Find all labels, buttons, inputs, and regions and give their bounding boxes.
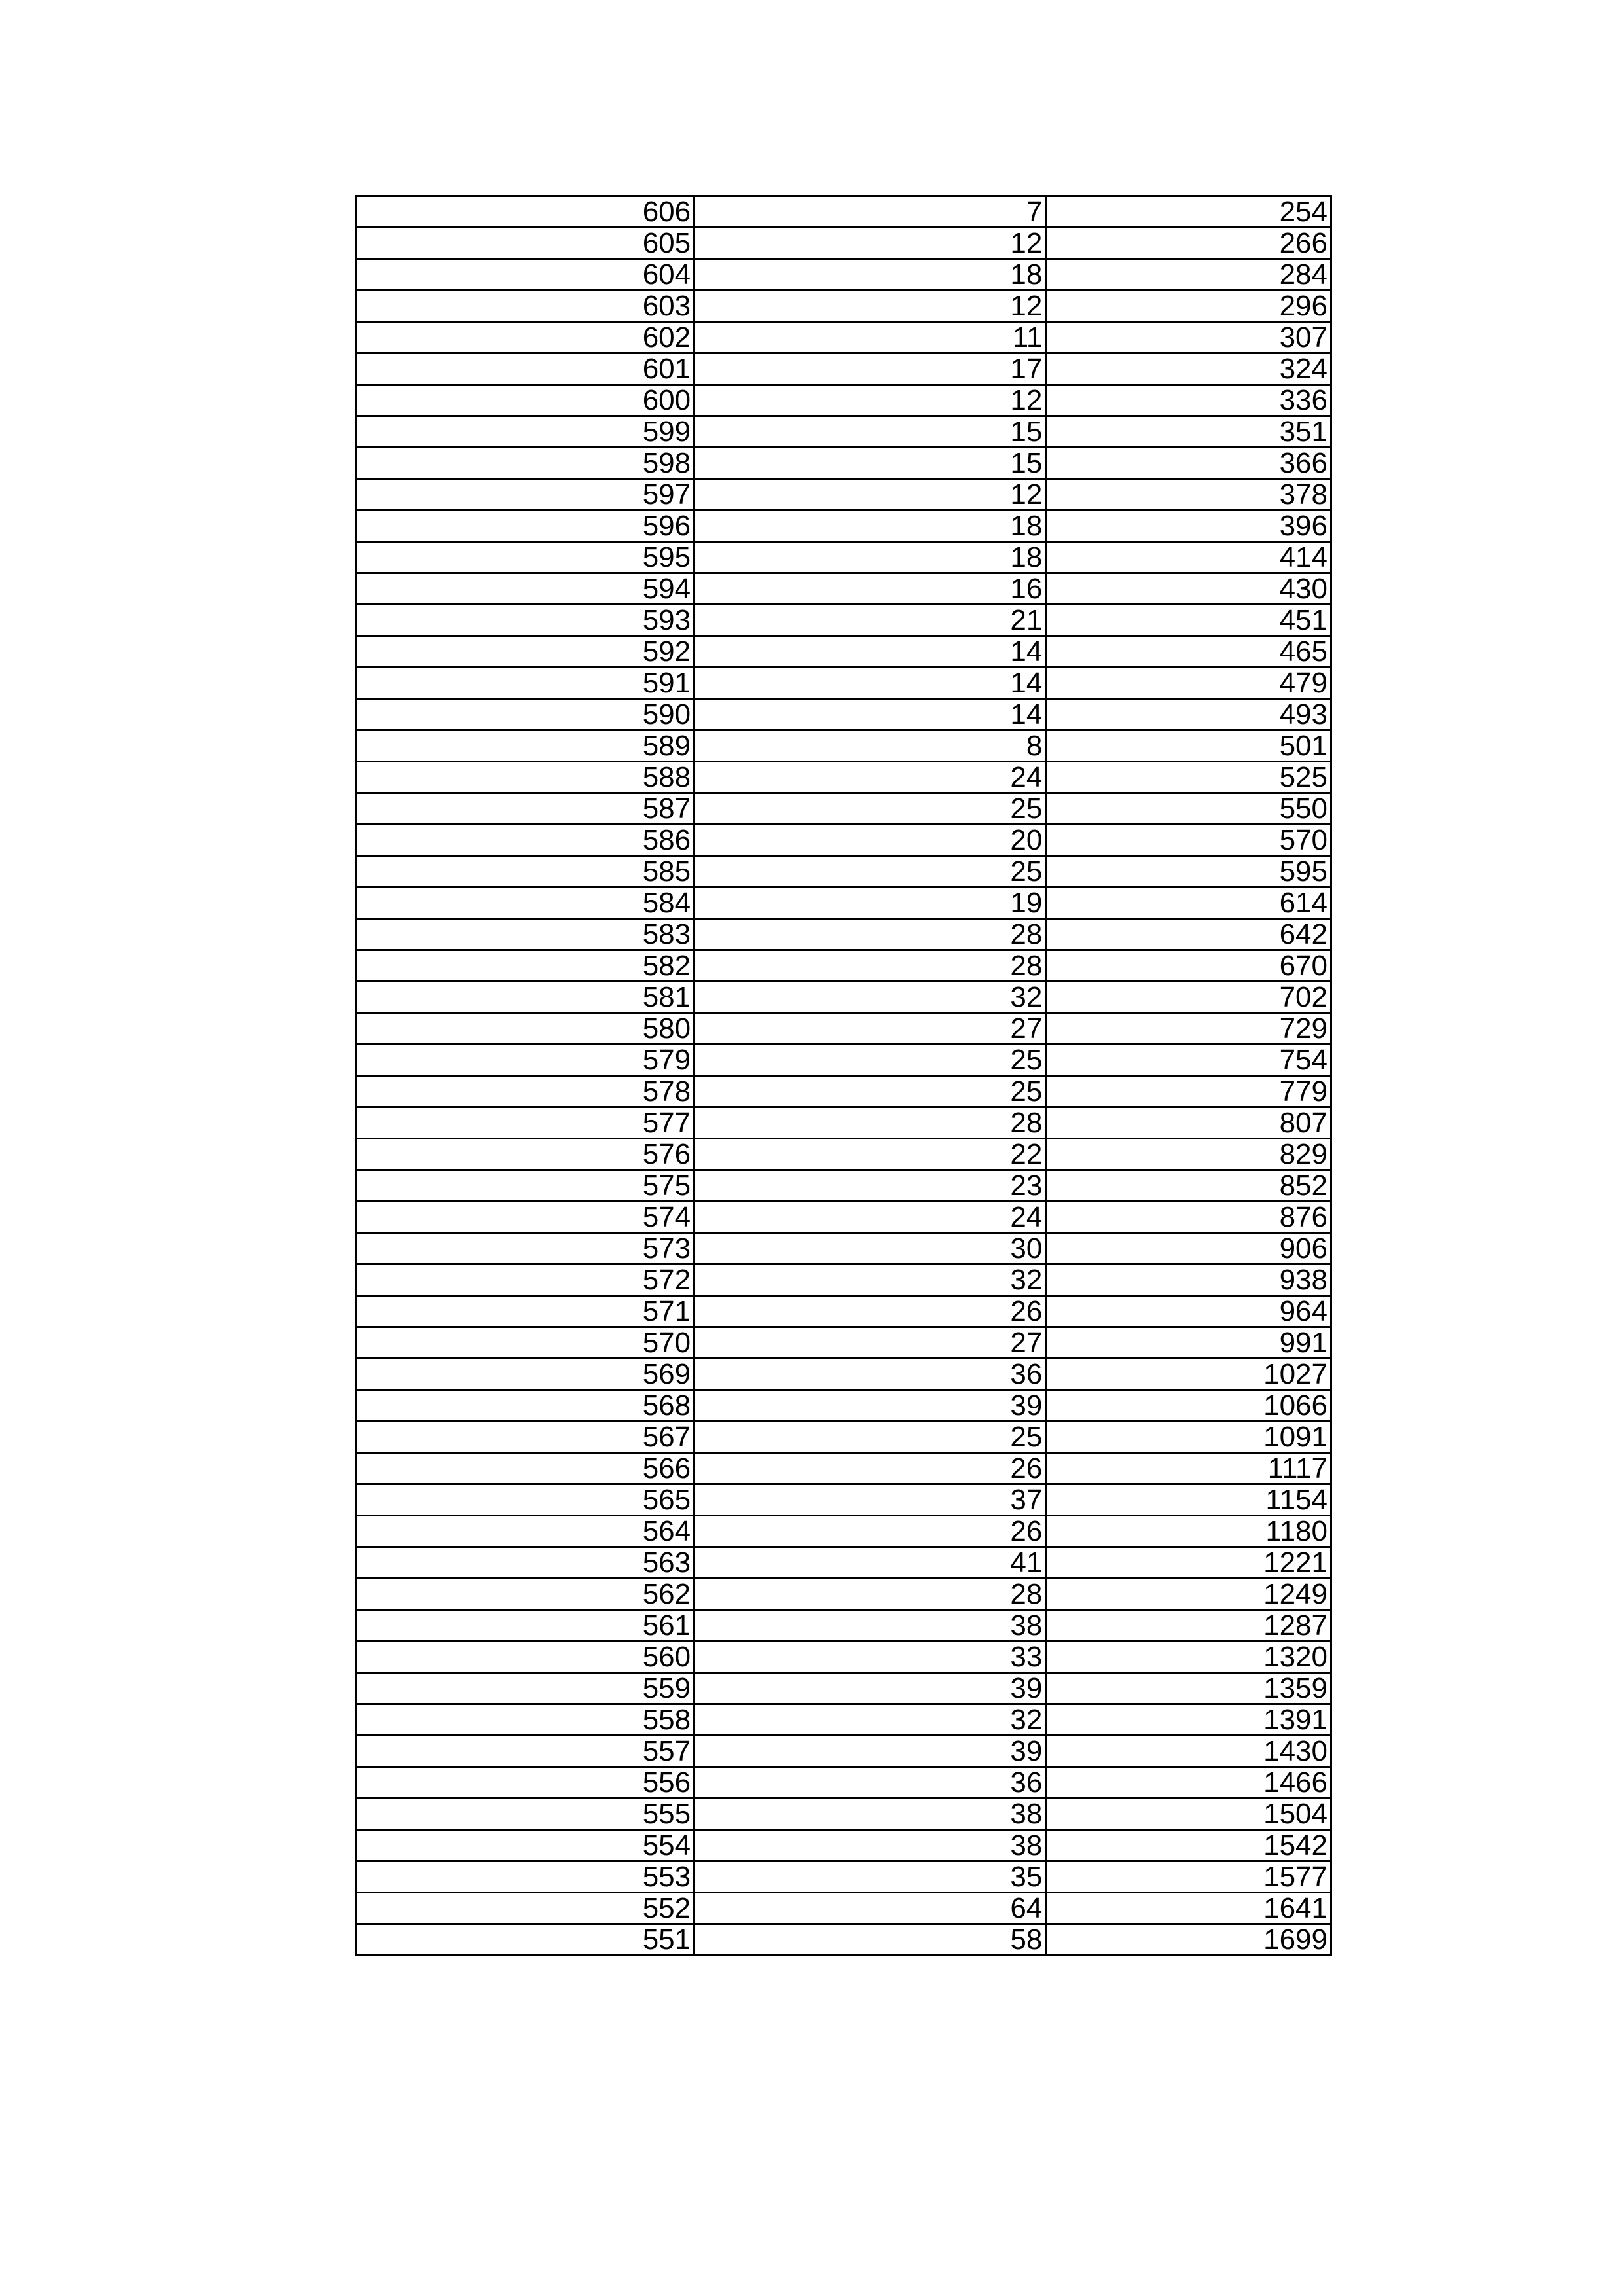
table-row	[356, 699, 1331, 730]
score-cell: 553	[356, 1861, 695, 1893]
cumulative-cell: 1391	[1046, 1704, 1331, 1736]
count-cell: 14	[695, 636, 1046, 668]
cumulative-cell: 702	[1046, 982, 1331, 1013]
count-cell: 25	[695, 1076, 1046, 1107]
cumulative-cell: 1117	[1046, 1453, 1331, 1484]
score-cell: 599	[356, 416, 695, 448]
cumulative-cell: 1027	[1046, 1359, 1331, 1390]
count-cell: 25	[695, 793, 1046, 825]
table-row	[356, 1893, 1331, 1924]
score-cell: 563	[356, 1547, 695, 1579]
count-cell: 28	[695, 1107, 1046, 1139]
table-row	[356, 636, 1331, 668]
table-row	[356, 1767, 1331, 1799]
score-cell: 569	[356, 1359, 695, 1390]
table-row	[356, 1422, 1331, 1453]
table-row	[356, 196, 1331, 228]
cumulative-cell: 1154	[1046, 1484, 1331, 1516]
count-cell: 36	[695, 1767, 1046, 1799]
score-cell: 598	[356, 448, 695, 479]
score-cell: 601	[356, 353, 695, 385]
score-cell: 552	[356, 1893, 695, 1924]
cumulative-cell: 852	[1046, 1170, 1331, 1202]
cumulative-cell: 1221	[1046, 1547, 1331, 1579]
table-row	[356, 479, 1331, 511]
count-cell: 38	[695, 1799, 1046, 1830]
cumulative-cell: 296	[1046, 291, 1331, 322]
cumulative-cell: 670	[1046, 950, 1331, 982]
count-cell: 25	[695, 1045, 1046, 1076]
count-cell: 25	[695, 856, 1046, 888]
count-cell: 58	[695, 1924, 1046, 1956]
table-row	[356, 1013, 1331, 1045]
cumulative-cell: 991	[1046, 1327, 1331, 1359]
count-cell: 27	[695, 1327, 1046, 1359]
cumulative-cell: 451	[1046, 605, 1331, 636]
score-cell: 577	[356, 1107, 695, 1139]
count-cell: 64	[695, 1893, 1046, 1924]
count-cell: 12	[695, 228, 1046, 259]
score-cell: 580	[356, 1013, 695, 1045]
count-cell: 14	[695, 699, 1046, 730]
table-row	[356, 856, 1331, 888]
score-cell: 605	[356, 228, 695, 259]
count-cell: 22	[695, 1139, 1046, 1170]
table-row	[356, 385, 1331, 416]
score-cell: 594	[356, 573, 695, 605]
table-row	[356, 1202, 1331, 1233]
table-row	[356, 730, 1331, 762]
score-cell: 571	[356, 1296, 695, 1327]
score-table	[355, 195, 1332, 1956]
table-row	[356, 1233, 1331, 1265]
table-row	[356, 1516, 1331, 1547]
cumulative-cell: 396	[1046, 511, 1331, 542]
count-cell: 12	[695, 479, 1046, 511]
cumulative-cell: 1699	[1046, 1924, 1331, 1956]
cumulative-cell: 1091	[1046, 1422, 1331, 1453]
table-row	[356, 1296, 1331, 1327]
cumulative-cell: 1641	[1046, 1893, 1331, 1924]
table-row	[356, 573, 1331, 605]
count-cell: 23	[695, 1170, 1046, 1202]
count-cell: 28	[695, 950, 1046, 982]
cumulative-cell: 754	[1046, 1045, 1331, 1076]
score-cell: 575	[356, 1170, 695, 1202]
count-cell: 12	[695, 385, 1046, 416]
score-cell: 606	[356, 196, 695, 228]
table-row	[356, 1641, 1331, 1673]
count-cell: 39	[695, 1736, 1046, 1767]
score-cell: 589	[356, 730, 695, 762]
table-row	[356, 982, 1331, 1013]
cumulative-cell: 254	[1046, 196, 1331, 228]
cumulative-cell: 550	[1046, 793, 1331, 825]
score-cell: 565	[356, 1484, 695, 1516]
score-cell: 595	[356, 542, 695, 573]
table-row	[356, 1547, 1331, 1579]
cumulative-cell: 525	[1046, 762, 1331, 793]
score-cell: 560	[356, 1641, 695, 1673]
count-cell: 24	[695, 762, 1046, 793]
score-cell: 564	[356, 1516, 695, 1547]
count-cell: 17	[695, 353, 1046, 385]
table-row	[356, 1076, 1331, 1107]
cumulative-cell: 876	[1046, 1202, 1331, 1233]
cumulative-cell: 465	[1046, 636, 1331, 668]
cumulative-cell: 1430	[1046, 1736, 1331, 1767]
count-cell: 38	[695, 1610, 1046, 1641]
score-cell: 584	[356, 888, 695, 919]
table-row	[356, 1107, 1331, 1139]
score-cell: 578	[356, 1076, 695, 1107]
cumulative-cell: 1287	[1046, 1610, 1331, 1641]
score-cell: 559	[356, 1673, 695, 1704]
cumulative-cell: 1504	[1046, 1799, 1331, 1830]
score-cell: 561	[356, 1610, 695, 1641]
count-cell: 32	[695, 1265, 1046, 1296]
cumulative-cell: 595	[1046, 856, 1331, 888]
count-cell: 38	[695, 1830, 1046, 1861]
count-cell: 26	[695, 1296, 1046, 1327]
count-cell: 15	[695, 416, 1046, 448]
score-cell: 602	[356, 322, 695, 353]
table-row	[356, 1359, 1331, 1390]
score-cell: 582	[356, 950, 695, 982]
table-row	[356, 291, 1331, 322]
table-row	[356, 825, 1331, 856]
score-cell: 592	[356, 636, 695, 668]
cumulative-cell: 479	[1046, 668, 1331, 699]
score-cell: 573	[356, 1233, 695, 1265]
score-cell: 579	[356, 1045, 695, 1076]
cumulative-cell: 829	[1046, 1139, 1331, 1170]
count-cell: 14	[695, 668, 1046, 699]
count-cell: 32	[695, 982, 1046, 1013]
table-row	[356, 1484, 1331, 1516]
cumulative-cell: 1542	[1046, 1830, 1331, 1861]
count-cell: 36	[695, 1359, 1046, 1390]
table-row	[356, 1579, 1331, 1610]
cumulative-cell: 430	[1046, 573, 1331, 605]
score-cell: 590	[356, 699, 695, 730]
table-row	[356, 950, 1331, 982]
cumulative-cell: 779	[1046, 1076, 1331, 1107]
cumulative-cell: 284	[1046, 259, 1331, 291]
cumulative-cell: 1066	[1046, 1390, 1331, 1422]
cumulative-cell: 501	[1046, 730, 1331, 762]
cumulative-cell: 351	[1046, 416, 1331, 448]
table-row	[356, 888, 1331, 919]
score-cell: 570	[356, 1327, 695, 1359]
count-cell: 7	[695, 196, 1046, 228]
count-cell: 33	[695, 1641, 1046, 1673]
table-row	[356, 1861, 1331, 1893]
cumulative-cell: 1320	[1046, 1641, 1331, 1673]
table-row	[356, 1265, 1331, 1296]
cumulative-cell: 324	[1046, 353, 1331, 385]
count-cell: 28	[695, 919, 1046, 950]
score-cell: 566	[356, 1453, 695, 1484]
table-row	[356, 259, 1331, 291]
count-cell: 28	[695, 1579, 1046, 1610]
score-cell: 588	[356, 762, 695, 793]
table-row	[356, 1390, 1331, 1422]
table-row	[356, 668, 1331, 699]
count-cell: 12	[695, 291, 1046, 322]
score-cell: 586	[356, 825, 695, 856]
count-cell: 39	[695, 1673, 1046, 1704]
score-cell: 597	[356, 479, 695, 511]
cumulative-cell: 938	[1046, 1265, 1331, 1296]
cumulative-cell: 336	[1046, 385, 1331, 416]
score-cell: 583	[356, 919, 695, 950]
count-cell: 11	[695, 322, 1046, 353]
table-row	[356, 1673, 1331, 1704]
cumulative-cell: 493	[1046, 699, 1331, 730]
cumulative-cell: 570	[1046, 825, 1331, 856]
count-cell: 15	[695, 448, 1046, 479]
score-cell: 567	[356, 1422, 695, 1453]
count-cell: 32	[695, 1704, 1046, 1736]
count-cell: 8	[695, 730, 1046, 762]
score-cell: 585	[356, 856, 695, 888]
table-row	[356, 322, 1331, 353]
cumulative-cell: 729	[1046, 1013, 1331, 1045]
count-cell: 26	[695, 1453, 1046, 1484]
table-row	[356, 416, 1331, 448]
cumulative-cell: 1359	[1046, 1673, 1331, 1704]
count-cell: 16	[695, 573, 1046, 605]
table-row	[356, 1610, 1331, 1641]
cumulative-cell: 1466	[1046, 1767, 1331, 1799]
table-row	[356, 511, 1331, 542]
table-row	[356, 1045, 1331, 1076]
score-cell: 554	[356, 1830, 695, 1861]
cumulative-cell: 366	[1046, 448, 1331, 479]
cumulative-cell: 614	[1046, 888, 1331, 919]
cumulative-cell: 378	[1046, 479, 1331, 511]
count-cell: 21	[695, 605, 1046, 636]
cumulative-cell: 964	[1046, 1296, 1331, 1327]
count-cell: 30	[695, 1233, 1046, 1265]
count-cell: 24	[695, 1202, 1046, 1233]
score-cell: 558	[356, 1704, 695, 1736]
table-row	[356, 228, 1331, 259]
score-cell: 551	[356, 1924, 695, 1956]
score-cell: 593	[356, 605, 695, 636]
score-cell: 574	[356, 1202, 695, 1233]
count-cell: 35	[695, 1861, 1046, 1893]
table-row	[356, 1170, 1331, 1202]
cumulative-cell: 1577	[1046, 1861, 1331, 1893]
score-cell: 596	[356, 511, 695, 542]
cumulative-cell: 1249	[1046, 1579, 1331, 1610]
cumulative-cell: 807	[1046, 1107, 1331, 1139]
count-cell: 37	[695, 1484, 1046, 1516]
score-cell: 603	[356, 291, 695, 322]
cumulative-cell: 1180	[1046, 1516, 1331, 1547]
score-cell: 591	[356, 668, 695, 699]
count-cell: 27	[695, 1013, 1046, 1045]
table-row	[356, 919, 1331, 950]
score-cell: 604	[356, 259, 695, 291]
score-cell: 572	[356, 1265, 695, 1296]
table-row	[356, 1830, 1331, 1861]
table-row	[356, 793, 1331, 825]
score-table-body	[356, 196, 1331, 1956]
count-cell: 18	[695, 542, 1046, 573]
score-cell: 600	[356, 385, 695, 416]
count-cell: 25	[695, 1422, 1046, 1453]
score-cell: 568	[356, 1390, 695, 1422]
table-row	[356, 353, 1331, 385]
score-cell: 587	[356, 793, 695, 825]
count-cell: 18	[695, 259, 1046, 291]
table-row	[356, 1924, 1331, 1956]
cumulative-cell: 642	[1046, 919, 1331, 950]
score-cell: 555	[356, 1799, 695, 1830]
count-cell: 18	[695, 511, 1046, 542]
cumulative-cell: 414	[1046, 542, 1331, 573]
score-cell: 556	[356, 1767, 695, 1799]
table-row	[356, 1799, 1331, 1830]
cumulative-cell: 906	[1046, 1233, 1331, 1265]
count-cell: 20	[695, 825, 1046, 856]
cumulative-cell: 307	[1046, 322, 1331, 353]
score-cell: 581	[356, 982, 695, 1013]
count-cell: 19	[695, 888, 1046, 919]
score-cell: 557	[356, 1736, 695, 1767]
table-row	[356, 1736, 1331, 1767]
table-row	[356, 762, 1331, 793]
score-cell: 576	[356, 1139, 695, 1170]
table-row	[356, 448, 1331, 479]
score-cell: 562	[356, 1579, 695, 1610]
cumulative-cell: 266	[1046, 228, 1331, 259]
table-row	[356, 1139, 1331, 1170]
table-row	[356, 1704, 1331, 1736]
count-cell: 39	[695, 1390, 1046, 1422]
table-row	[356, 542, 1331, 573]
count-cell: 26	[695, 1516, 1046, 1547]
table-row	[356, 605, 1331, 636]
table-row	[356, 1453, 1331, 1484]
table-row	[356, 1327, 1331, 1359]
count-cell: 41	[695, 1547, 1046, 1579]
